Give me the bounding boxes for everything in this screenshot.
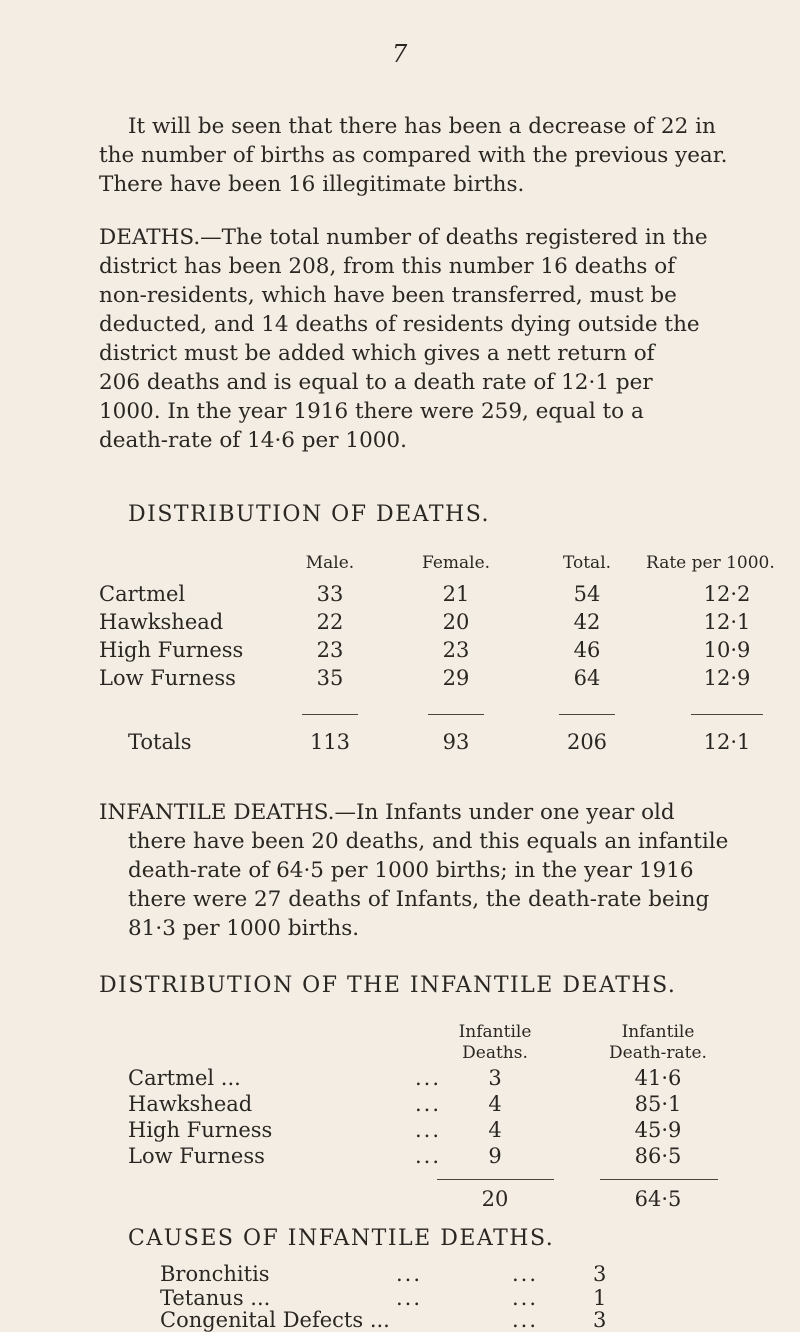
cause-tetanus-dots2: ...: [512, 1286, 539, 1310]
header-male: Male.: [305, 553, 355, 573]
row-cartmel-total: 54: [573, 582, 601, 606]
cause-congenital-count: 3: [593, 1308, 607, 1332]
inf-row-cartmel-rate: 41·6: [634, 1066, 682, 1090]
distribution-deaths-title: DISTRIBUTION OF DEATHS.: [128, 502, 490, 527]
cause-tetanus-name: Tetanus ...: [160, 1286, 271, 1310]
row-cartmel-male: 33: [316, 582, 344, 606]
deaths-line-3: non-residents, which have been transferred, must be: [99, 283, 677, 308]
inf-row-hawkshead-deaths: 4: [488, 1092, 502, 1116]
row-highfurness-name: High Furness: [99, 638, 244, 662]
row-cartmel-name: Cartmel: [99, 582, 186, 606]
row-hawkshead-male: 22: [316, 610, 344, 634]
row-hawkshead-rate: 12·1: [703, 610, 751, 634]
inf-row-hawkshead-name: Hawkshead: [128, 1092, 253, 1116]
header-infantile-deaths-2: Deaths.: [462, 1043, 528, 1063]
deaths-line-4: deducted, and 14 deaths of residents dying outside the: [99, 312, 700, 337]
row-lowfurness-total: 64: [573, 666, 601, 690]
inf-row-lowfurness-name: Low Furness: [128, 1144, 265, 1168]
inf-row-highfurness-deaths: 4: [488, 1118, 502, 1142]
cause-tetanus-count: 1: [593, 1286, 607, 1310]
totals-label: Totals: [128, 730, 192, 754]
row-lowfurness-rate: 12·9: [703, 666, 751, 690]
rule-female: [428, 714, 484, 715]
row-hawkshead-female: 20: [442, 610, 470, 634]
totals-rate: 12·1: [703, 730, 751, 754]
rule-infantile-deaths: [437, 1179, 554, 1180]
rule-infantile-rate: [600, 1179, 718, 1180]
header-total: Total.: [562, 553, 612, 573]
inf-row-highfurness-dots: ...: [415, 1118, 442, 1142]
distribution-infantile-title: DISTRIBUTION OF THE INFANTILE DEATHS.: [99, 973, 677, 998]
inf-row-lowfurness-dots: ...: [415, 1144, 442, 1168]
inf-row-lowfurness-deaths: 9: [488, 1144, 502, 1168]
inf-row-hawkshead-dots: ...: [415, 1092, 442, 1116]
inf-row-cartmel-dots: ...: [415, 1066, 442, 1090]
inf-row-lowfurness-rate: 86·5: [634, 1144, 682, 1168]
cause-congenital-name: Congenital Defects ...: [160, 1308, 390, 1332]
rule-total: [559, 714, 615, 715]
cause-tetanus-dots1: ...: [396, 1286, 423, 1310]
deaths-line-5: district must be added which gives a nett return of: [99, 341, 655, 366]
header-infantile-rate-2: Death-rate.: [609, 1043, 707, 1063]
totals-total: 206: [566, 730, 608, 754]
header-female: Female.: [421, 553, 491, 573]
deaths-line-2: district has been 208, from this number 16 deaths of: [99, 254, 676, 279]
totals-female: 93: [442, 730, 470, 754]
page-number: 7: [392, 40, 408, 68]
row-highfurness-male: 23: [316, 638, 344, 662]
deaths-line-6: 206 deaths and is equal to a death rate of 12·1 per: [99, 370, 653, 395]
inf-row-cartmel-deaths: 3: [488, 1066, 502, 1090]
deaths-line-7: 1000. In the year 1916 there were 259, equal to a: [99, 399, 644, 424]
row-lowfurness-female: 29: [442, 666, 470, 690]
infantile-line-5: 81·3 per 1000 births.: [128, 916, 360, 941]
rule-male: [302, 714, 358, 715]
inf-row-highfurness-name: High Furness: [128, 1118, 273, 1142]
row-hawkshead-total: 42: [573, 610, 601, 634]
infantile-line-1: INFANTILE DEATHS.—In Infants under one year old: [99, 800, 675, 825]
intro-line-3: There have been 16 illegitimate births.: [99, 172, 525, 197]
inf-row-highfurness-rate: 45·9: [634, 1118, 682, 1142]
row-cartmel-female: 21: [442, 582, 470, 606]
cause-bronchitis-name: Bronchitis: [160, 1262, 270, 1286]
rule-rate: [691, 714, 763, 715]
cause-bronchitis-dots2: ...: [512, 1262, 539, 1286]
infantile-line-3: death-rate of 64·5 per 1000 births; in the year 1916: [128, 858, 694, 883]
inf-totals-deaths: 20: [481, 1187, 509, 1211]
totals-male: 113: [309, 730, 351, 754]
inf-row-hawkshead-rate: 85·1: [634, 1092, 682, 1116]
header-infantile-rate-1: Infantile: [621, 1022, 695, 1042]
deaths-line-1: DEATHS.—The total number of deaths registered in the: [99, 225, 708, 250]
header-rate: Rate per 1000.: [646, 553, 775, 573]
row-hawkshead-name: Hawkshead: [99, 610, 224, 634]
row-cartmel-rate: 12·2: [703, 582, 751, 606]
infantile-line-2: there have been 20 deaths, and this equals an infantile: [128, 829, 729, 854]
causes-title: CAUSES OF INFANTILE DEATHS.: [128, 1226, 555, 1251]
cause-bronchitis-dots1: ...: [396, 1262, 423, 1286]
infantile-line-4: there were 27 deaths of Infants, the death-rate being: [128, 887, 710, 912]
header-infantile-deaths-1: Infantile: [458, 1022, 532, 1042]
cause-congenital-dots2: ...: [512, 1308, 539, 1332]
row-highfurness-total: 46: [573, 638, 601, 662]
row-highfurness-female: 23: [442, 638, 470, 662]
inf-row-cartmel-name: Cartmel ...: [128, 1066, 241, 1090]
intro-line-1: It will be seen that there has been a decrease of 22 in: [128, 114, 716, 139]
row-lowfurness-name: Low Furness: [99, 666, 236, 690]
cause-bronchitis-count: 3: [593, 1262, 607, 1286]
row-highfurness-rate: 10·9: [703, 638, 751, 662]
deaths-line-8: death-rate of 14·6 per 1000.: [99, 428, 407, 453]
intro-line-2: the number of births as compared with the previous year.: [99, 143, 728, 168]
row-lowfurness-male: 35: [316, 666, 344, 690]
inf-totals-rate: 64·5: [634, 1187, 682, 1211]
